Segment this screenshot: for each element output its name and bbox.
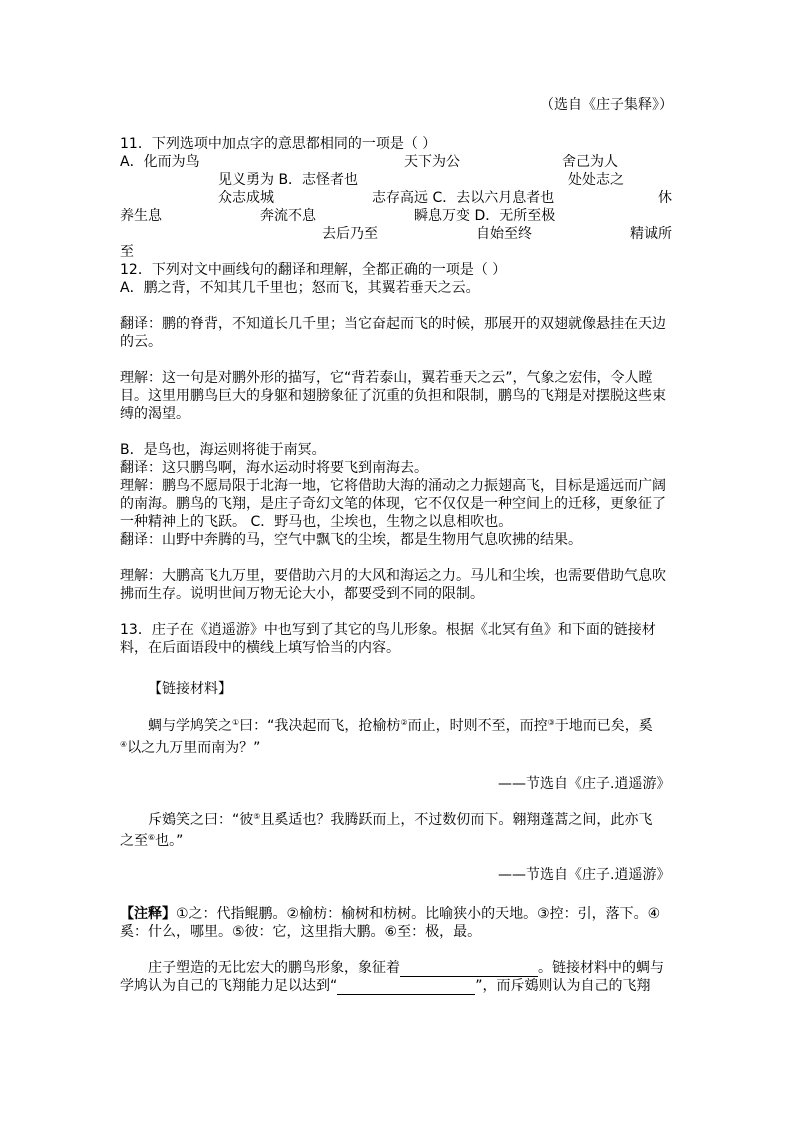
- link-p1-text-b: 曰：“我决起而飞，抢榆枋: [239, 718, 401, 734]
- q12-option-c-sentence: 一种精神上的飞跃。 C．野马也，尘埃也，生物之以息相吹也。: [120, 514, 513, 530]
- q12-stem: 12．下列对文中画线句的翻译和理解，全都正确的一项是（ ）: [120, 262, 507, 278]
- footnote-ref-5: ⑤: [253, 812, 261, 821]
- link-paragraph-1-cont: [120, 739, 260, 757]
- q12-option-b-sentence: B．是鸟也，海运则将徙于南冥。: [120, 442, 326, 458]
- fill-text-c: 学鸠认为自己的飞翔能力足以达到“: [120, 978, 338, 994]
- q11-option-a-item3: 舍己为人: [562, 154, 618, 170]
- source-note: （选自《庄子集释》）: [540, 97, 673, 113]
- q11-option-d-item4a: 精诚所: [630, 226, 672, 242]
- link-p2-text-a: 斥鴳笑之曰：“彼: [148, 812, 254, 828]
- q11-option-c: 志存高远 C．去以六月息者也: [372, 190, 555, 206]
- notes-label: 【注释】: [120, 906, 176, 922]
- link-p2-text-c: 之至: [120, 833, 148, 849]
- q11-option-c-item3: 奔流不息: [260, 208, 316, 224]
- footnote-ref-2: ②: [400, 718, 408, 727]
- link-paragraph-2-cont: [120, 832, 183, 850]
- answer-blank-1[interactable]: [400, 962, 538, 977]
- q12-option-a-sentence: A．鹏之背，不知其几千里也；怒而飞，其翼若垂天之云。: [120, 280, 480, 296]
- q11-option-a: A．化而为鸟: [120, 154, 200, 170]
- q11-option-b-item4: 众志成城: [218, 190, 274, 206]
- q12-option-c-translation: 翻译：山野中奔腾的马，空气中飘飞的尘埃，都是生物用气息吹拂的结果。: [120, 532, 582, 548]
- q12-option-b-understanding-cont: 的南海。鹏鸟的飞翔，是庄子奇幻文笔的体现，它不仅仅是一种空间上的迁移，更象征了: [120, 496, 666, 512]
- link-material-title: 【链接材料】: [148, 681, 232, 697]
- link-p2-text-d: 也。”: [155, 833, 184, 849]
- fill-text-b: 。链接材料中的蜩与: [538, 960, 664, 976]
- fill-text-a: 庄子塑造的无比宏大的鹏鸟形象，象征着: [148, 960, 400, 976]
- fill-text-d: ”，而斥鴳则认为自己的飞翔: [475, 978, 651, 994]
- q11-option-b: 见义勇为 B．志怪者也: [218, 172, 359, 188]
- q11-option-c-item2a: 休: [658, 190, 672, 206]
- q12-option-b-translation: 翻译：这只鹏鸟啊，海水运动时将要飞到南海去。: [120, 460, 428, 476]
- link-p2-text-b: 且奚适也？我腾跃而上，不过数仞而下。翱翔蓬蒿之间，此亦飞: [260, 812, 653, 828]
- q12-option-a-understanding-end: 缚的渴望。: [120, 406, 190, 422]
- q11-option-d-item4b: 至: [120, 244, 134, 260]
- q12-option-a-translation-cont: 的云。: [120, 334, 162, 350]
- q13-stem-cont: 料，在后面语段中的横线上填写恰当的内容。: [120, 640, 400, 656]
- footnote-ref-4: ④: [120, 740, 128, 749]
- footnote-ref-3: ③: [547, 718, 555, 727]
- link-paragraph-2: [148, 811, 652, 829]
- link-source-2: ——节选自《庄子.逍遥游》: [498, 867, 671, 883]
- q11-stem: 11．下列选项中加点字的意思都相同的一项是（ ）: [120, 136, 437, 152]
- q12-option-a-understanding-cont: 目。这里用鹏鸟巨大的身躯和翅膀象征了沉重的负担和限制，鹏鸟的飞翔是对摆脱这些束: [120, 388, 666, 404]
- footnote-ref-1: ①: [232, 718, 240, 727]
- link-p1-text-d: 于地而已矣，奚: [554, 718, 653, 734]
- q11-option-c-item2b: 养生息: [120, 208, 162, 224]
- q12-option-b-understanding: 理解：鹏鸟不愿局限于北海一地，它将借助大海的涌动之力振翅高飞，目标是遥远而广阔: [120, 478, 666, 494]
- q11-option-d-item3: 自始至终: [476, 226, 532, 242]
- q11-option-a-item2: 天下为公: [404, 154, 460, 170]
- q11-option-d: 瞬息万变 D．无所至极: [414, 208, 556, 224]
- link-p1-text-e: 以之九万里而南为？”: [127, 740, 261, 756]
- answer-blank-2[interactable]: [337, 980, 475, 995]
- notes: [120, 905, 660, 923]
- q12-option-c-understanding-cont: 拂而生存。说明世间万物无论大小，都要受到不同的限制。: [120, 586, 484, 602]
- q12-option-a-translation: 翻译：鹏的脊背，不知道长几千里；当它奋起而飞的时候，那展开的双翅就像悬挂在天边: [120, 316, 666, 332]
- q11-option-d-item2: 去后乃至: [322, 226, 378, 242]
- fill-paragraph-cont: [120, 977, 651, 995]
- q13-stem: 13．庄子在《逍遥游》中也写到了其它的鸟儿形象。根据《北冥有鱼》和下面的链接材: [120, 622, 656, 638]
- q12-option-a-understanding: 理解：这一句是对鹏外形的描写，它“背若泰山，翼若垂天之云”，气象之宏伟，令人瞠: [120, 370, 653, 386]
- fill-paragraph: [148, 959, 664, 977]
- q11-option-b-item3: 处处志之: [568, 172, 624, 188]
- link-paragraph-1: [148, 717, 653, 735]
- q12-option-c-understanding: 理解：大鹏高飞九万里，要借助六月的大风和海运之力。马儿和尘埃，也需要借助气息吹: [120, 568, 666, 584]
- link-p1-text-a: 蜩与学鸠笑之: [148, 718, 232, 734]
- notes-cont: 奚：什么，哪里。⑤彼：它，这里指大鹏。⑥至：极，最。: [120, 924, 482, 940]
- notes-text: ①之：代指鲲鹏。②榆枋：榆树和枋树。比喻狭小的天地。③控：引，落下。④: [176, 906, 661, 922]
- link-p1-text-c: 而止，时则不至，而控: [407, 718, 548, 734]
- link-source-1: ——节选自《庄子.逍遥游》: [498, 776, 671, 792]
- footnote-ref-6: ⑥: [148, 833, 156, 842]
